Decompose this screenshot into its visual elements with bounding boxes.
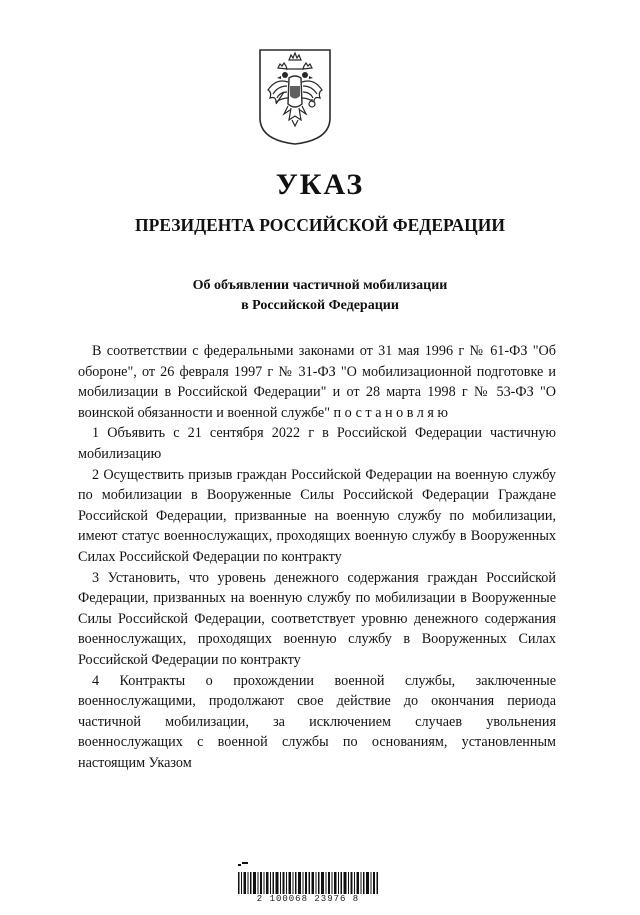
decree-heading-line-2: в Российской Федерации <box>241 298 399 313</box>
decree-word: постановляю <box>333 404 452 421</box>
preamble-text: В соответствии с федеральными законами от 31 мая 1996 г № 61-ФЗ "Об обороне", от 26 февраля 1997 г № 31-ФЗ "О мобилизационной подготовке и мобилизации в Российской Федерации" и от 28 марта 1998 г № 53-ФЗ "О воинской обязанности и военной службе" <box>78 343 556 421</box>
decree-paragraph-1: 1 Объявить с 21 сентября 2022 г в Российской Федерации частичную мобилизацию <box>78 425 556 462</box>
barcode-number: 2 100068 23976 8 <box>256 894 360 904</box>
decree-body <box>78 341 556 773</box>
coat-of-arms-icon <box>258 48 332 146</box>
preamble-paragraph <box>78 341 556 423</box>
decree-heading-line-1: Об объявлении частичной мобилизации <box>192 278 448 293</box>
document-subtitle: ПРЕЗИДЕНТА РОССИЙСКОЙ ФЕДЕРАЦИИ <box>135 215 505 235</box>
decree-paragraph-3: 3 Установить, что уровень денежного содержания граждан Российской Федерации, призванных на военную службу по мобилизации в Вооруженные Силы Российской Федерации, соответствует уровню денежного содержания военнослужащих, проходящих военную службу в Вооруженных Силах Российской Федерации по контракту <box>78 569 556 668</box>
decree-heading <box>0 276 640 316</box>
decree-paragraph-2: 2 Осуществить призыв граждан Российской Федерации на военную службу по мобилизации в Вооруженные Силы Российской Федерации Граждане Российской Федерации, призванные на военную службу по мобилизации, имеют статус военнослужащих, проходящих военную службу в Вооруженных Силах Российской Федерации по контракту <box>78 466 556 565</box>
document-title: УКАЗ <box>275 168 365 201</box>
decree-paragraph-4: 4 Контракты о прохождении военной службы, заключенные военнослужащими, продолжают свое действие до окончания периода частичной мобилизации, за исключением случаев увольнения военнослужащих с военной службы по основаниям, установленным настоящим Указом <box>78 672 556 771</box>
